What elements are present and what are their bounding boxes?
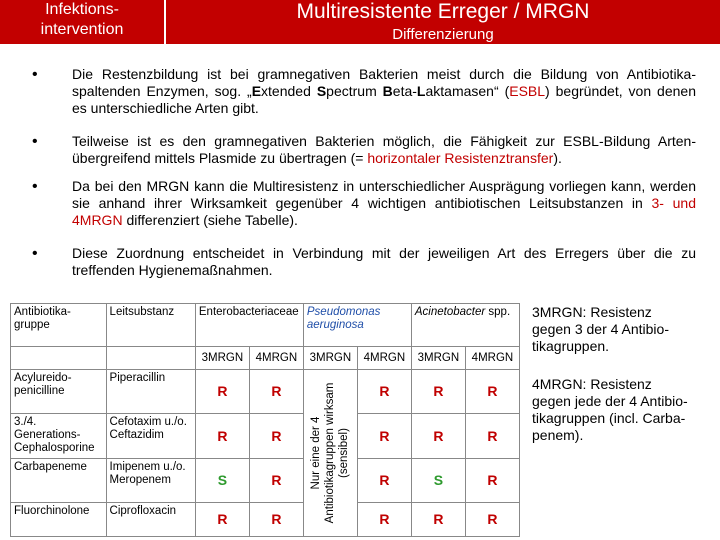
substance-cell: Piperacillin	[106, 370, 195, 414]
subheader-cell: 3MRGN	[195, 347, 249, 370]
group-cell: Carbapeneme	[11, 458, 107, 502]
section-label-line2: intervention	[40, 21, 124, 38]
subheader-cell: 3MRGN	[303, 347, 357, 370]
result-cell: R	[465, 458, 519, 502]
result-cell: R	[195, 414, 249, 458]
header-pseudomonas: Pseudomonas aeruginosa	[303, 304, 411, 347]
subheader-cell: 4MRGN	[357, 347, 411, 370]
result-cell: S	[411, 458, 465, 502]
bullet-dot-icon: •	[32, 178, 38, 195]
header-enterobacteriaceae: Enterobacteriaceae	[195, 304, 303, 347]
note-4mrgn: 4MRGN: Resistenz gegen jede der 4 Antibio- tikagruppen (incl. Carba- penem).	[532, 376, 688, 443]
header-title-box	[166, 0, 720, 44]
group-cell: Acylureido-penicilline	[11, 370, 107, 414]
subheader-cell: 3MRGN	[411, 347, 465, 370]
bullet-item: • Diese Zuordnung entscheidet in Verbindung mit der jeweiligen Art des Erregers über die zu treffenden Hygienemaßnahmen.	[32, 245, 696, 278]
substance-cell: Cefotaxim u./o. Ceftazidim	[106, 414, 195, 458]
header-antibiotic-group: Antibiotika-gruppe	[11, 304, 107, 347]
bullet-item: • Die Restenzbildung ist bei gramnegativen Bakterien meist durch die Bildung von Antibiotika-spaltenden Enzymen, sog. „Extended Spectrum Beta-Laktamasen“ (ESBL) begründet, von denen es unterschiedliche Arten gibt.	[32, 66, 696, 116]
table-row	[11, 458, 520, 502]
result-cell: R	[357, 414, 411, 458]
group-cell: Fluorchinolone	[11, 502, 107, 536]
result-cell: R	[465, 370, 519, 414]
subheader-cell: 4MRGN	[465, 347, 519, 370]
page-subtitle: Differenzierung	[392, 26, 494, 43]
table-row	[11, 370, 520, 414]
result-cell: R	[195, 502, 249, 536]
bullet-dot-icon: •	[32, 133, 38, 150]
result-cell: R	[465, 414, 519, 458]
result-cell: R	[249, 458, 303, 502]
header-substance: Leitsubstanz	[106, 304, 195, 347]
result-cell: R	[357, 458, 411, 502]
bullet-item: • Da bei den MRGN kann die Multiresistenz in unterschiedlicher Ausprägung vorliegen kann, werden sie anhand ihrer Wirksamkeit gegenüber 4 wichtigen antibiotischen Leitsubstanzen in 3- und 4MRGN differenziert (siehe Tabelle).	[32, 178, 696, 228]
esbl-highlight: ESBL	[509, 83, 546, 99]
result-cell: R	[357, 370, 411, 414]
result-cell: R	[357, 502, 411, 536]
result-cell: S	[195, 458, 249, 502]
substance-cell: Ciprofloxacin	[106, 502, 195, 536]
table-row	[11, 502, 520, 536]
header-acinetobacter: Acinetobacter spp.	[411, 304, 519, 347]
note-3mrgn: 3MRGN: Resistenz gegen 3 der 4 Antibio- tikagruppen.	[532, 304, 669, 354]
header-section-label	[0, 0, 164, 44]
subheader-cell: 4MRGN	[249, 347, 303, 370]
substance-cell: Imipenem u./o. Meropenem	[106, 458, 195, 502]
bullet-dot-icon: •	[32, 245, 38, 262]
table-row	[11, 414, 520, 458]
result-cell: R	[465, 502, 519, 536]
bullet-dot-icon: •	[32, 66, 38, 83]
table-header-row	[11, 304, 520, 347]
result-cell: R	[411, 370, 465, 414]
result-cell: R	[411, 502, 465, 536]
pseudomonas-3mrgn-note: Nur eine der 4 Antibiotikagruppen wirksam (sensibel)	[303, 370, 357, 537]
group-cell: 3./4. Generations-Cephalosporine	[11, 414, 107, 458]
result-cell: R	[249, 370, 303, 414]
mrgn-highlight: 3- und 4MRGN	[72, 195, 696, 228]
mrgn-table	[10, 303, 520, 537]
table-subheader-row	[11, 347, 520, 370]
result-cell: R	[411, 414, 465, 458]
resistance-transfer-highlight: horizontaler Resistenztransfer	[367, 150, 554, 166]
section-label-line1: Infektions-	[45, 1, 119, 18]
bullet-list	[32, 66, 696, 279]
result-cell: R	[249, 502, 303, 536]
page-title: Multiresistente Erreger / MRGN	[296, 0, 590, 23]
result-cell: R	[249, 414, 303, 458]
result-cell: R	[195, 370, 249, 414]
bullet-item: • Teilweise ist es den gramnegativen Bakterien möglich, die Fähigkeit zur ESBL-Bildung Arten-übergreifend mittels Plasmide zu übertragen (= horizontaler Resistenztransfer).	[32, 133, 696, 166]
